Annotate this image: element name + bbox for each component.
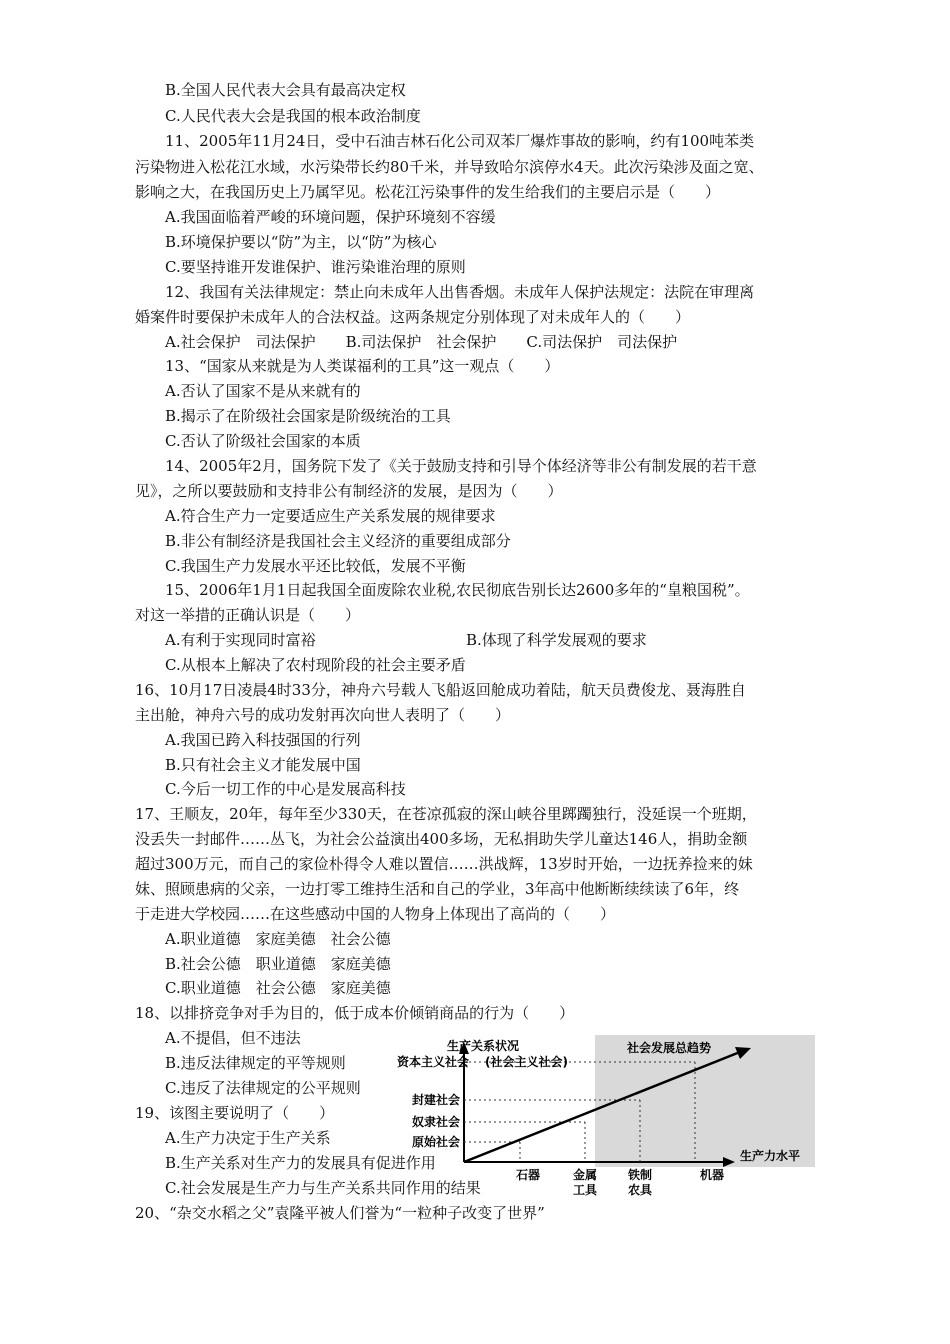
question-14-line: 见》，之所以要鼓励和支持非公有制经济的发展，是因为（ ） <box>135 482 563 500</box>
question-16-line: 主出舱，神舟六号的成功发射再次向世人表明了（ ） <box>135 706 511 724</box>
question-12-line: 12、我国有关法律规定：禁止向未成年人出售香烟。未成年人保护法规定：法院在审理离 <box>165 283 755 301</box>
question-17-line: 超过300万元，而自己的家俭朴得令人难以置信……洪战辉，13岁时开始，一边抚养捡来的妹 <box>135 855 753 873</box>
trend-label: 社会发展总趋势 <box>627 1041 712 1055</box>
option-b: B.非公有制经济是我国社会主义经济的重要组成部分 <box>165 532 511 550</box>
option-a: A.符合生产力一定要适应生产关系发展的规律要求 <box>165 507 496 525</box>
question-15-line: 对这一举措的正确认识是（ ） <box>135 606 361 624</box>
question-11-line: 污染物进入松花江水域，水污染带长约80千米，并导致哈尔滨停水4天。此次污染涉及面之宽、 <box>135 158 764 176</box>
production-relations-figure <box>395 1030 815 1200</box>
figure-graphic <box>395 1030 815 1200</box>
x-axis-title: 生产力水平 <box>740 1149 801 1163</box>
option-a: A.职业道德 家庭美德 社会公德 <box>165 930 391 948</box>
question-13-line: 13、“国家从来就是为人类谋福利的工具”这一观点（ ） <box>165 357 560 375</box>
option-b: B.违反法律规定的平等规则 <box>165 1054 346 1072</box>
option-b: B.全国人民代表大会具有最高决定权 <box>165 81 406 99</box>
x-tick-label: 农具 <box>628 1183 653 1197</box>
y-tick-label: (社会主义社会) <box>485 1055 568 1069</box>
x-tick-label: 工具 <box>573 1183 598 1197</box>
question-20-line: 20、“杂交水稻之父”袁隆平被人们誉为“一粒种子改变了世界” <box>135 1204 545 1222</box>
question-14-line: 14、2005年2月，国务院下发了《关于鼓励支持和引导个体经济等非公有制发展的若干意 <box>165 457 757 475</box>
option-c: C.社会发展是生产力与生产关系共同作用的结果 <box>165 1179 481 1197</box>
option-a: A.我国已跨入科技强国的行列 <box>165 731 361 749</box>
options-row: A.社会保护 司法保护 B.司法保护 社会保护 C.司法保护 司法保护 <box>165 333 678 351</box>
option-b: B.生产关系对生产力的发展具有促进作用 <box>165 1154 436 1172</box>
option-a: A.否认了国家不是从来就有的 <box>165 382 361 400</box>
question-17-line: 于走进大学校园……在这些感动中国的人物身上体现出了高尚的（ ） <box>135 905 616 923</box>
question-17-line: 17、王顺友，20年，每年至少330天，在苍凉孤寂的深山峡谷里踯躅独行，没延误一个班期， <box>135 805 757 823</box>
question-11-line: 11、2005年11月24日，受中石油吉林石化公司双苯厂爆炸事故的影响，约有100吨苯类 <box>165 132 755 150</box>
option-c: C.违反了法律规定的公平规则 <box>165 1079 361 1097</box>
option-a: A.我国面临着严峻的环境问题，保护环境刻不容缓 <box>165 208 496 226</box>
question-18-line: 18、以排挤竞争对手为目的，低于成本价倾销商品的行为（ ） <box>135 1004 575 1022</box>
question-17-line: 妹、照顾患病的父亲，一边打零工维持生活和自己的学业，3年高中他断断续续读了6年，终 <box>135 880 740 898</box>
option-b: B.只有社会主义才能发展中国 <box>165 756 361 774</box>
x-tick-label: 石器 <box>516 1168 541 1182</box>
option-b: B.环境保护要以“防”为主，以“防”为核心 <box>165 233 437 251</box>
question-16-line: 16、10月17日凌晨4时33分，神舟六号载人飞船返回舱成功着陆，航天员费俊龙、聂海胜自 <box>135 681 746 699</box>
y-tick-label: 封建社会 <box>412 1093 461 1107</box>
x-tick-label: 机器 <box>700 1168 725 1182</box>
option-c: C.我国生产力发展水平还比较低，发展不平衡 <box>165 557 466 575</box>
option-c: C.要坚持谁开发谁保护、谁污染谁治理的原则 <box>165 258 466 276</box>
option-c: C.从根本上解决了农村现阶段的社会主要矛盾 <box>165 656 466 674</box>
question-15-line: 15、2006年1月1日起我国全面废除农业税,农民彻底告别长达2600多年的“皇粮国税”。 <box>165 581 750 599</box>
option-c: C.职业道德 社会公德 家庭美德 <box>165 979 391 997</box>
question-19-line: 19、该图主要说明了（ ） <box>135 1104 335 1122</box>
option-a: A.不提倡，但不违法 <box>165 1029 301 1047</box>
question-12-line: 婚案件时要保护未成年人的合法权益。这两条规定分别体现了对未成年人的（ ） <box>135 308 691 326</box>
option-c: C.今后一切工作的中心是发展高科技 <box>165 780 406 798</box>
option-c: C.人民代表大会是我国的根本政治制度 <box>165 107 421 125</box>
option-b: B.体现了科学发展观的要求 <box>466 631 647 649</box>
question-11-line: 影响之大，在我国历史上乃属罕见。松花江污染事件的发生给我们的主要启示是（ ） <box>135 183 721 201</box>
x-tick-label: 金属 <box>573 1168 598 1182</box>
option-a: A.有利于实现同时富裕 <box>165 631 316 649</box>
y-axis-title: 生产关系状况 <box>447 1039 520 1053</box>
option-b: B.社会公德 职业道德 家庭美德 <box>165 955 391 973</box>
x-tick-label: 铁制 <box>628 1168 653 1182</box>
y-tick-label: 资本主义社会 <box>397 1055 470 1069</box>
y-tick-label: 原始社会 <box>412 1135 461 1149</box>
y-tick-label: 奴隶社会 <box>412 1115 461 1129</box>
option-c: C.否认了阶级社会国家的本质 <box>165 432 361 450</box>
option-b: B.揭示了在阶级社会国家是阶级统治的工具 <box>165 407 451 425</box>
question-17-line: 没丢失一封邮件……丛飞，为社会公益演出400多场，无私捐助失学儿童达146人，捐助金额 <box>135 830 748 848</box>
option-a: A.生产力决定于生产关系 <box>165 1129 331 1147</box>
